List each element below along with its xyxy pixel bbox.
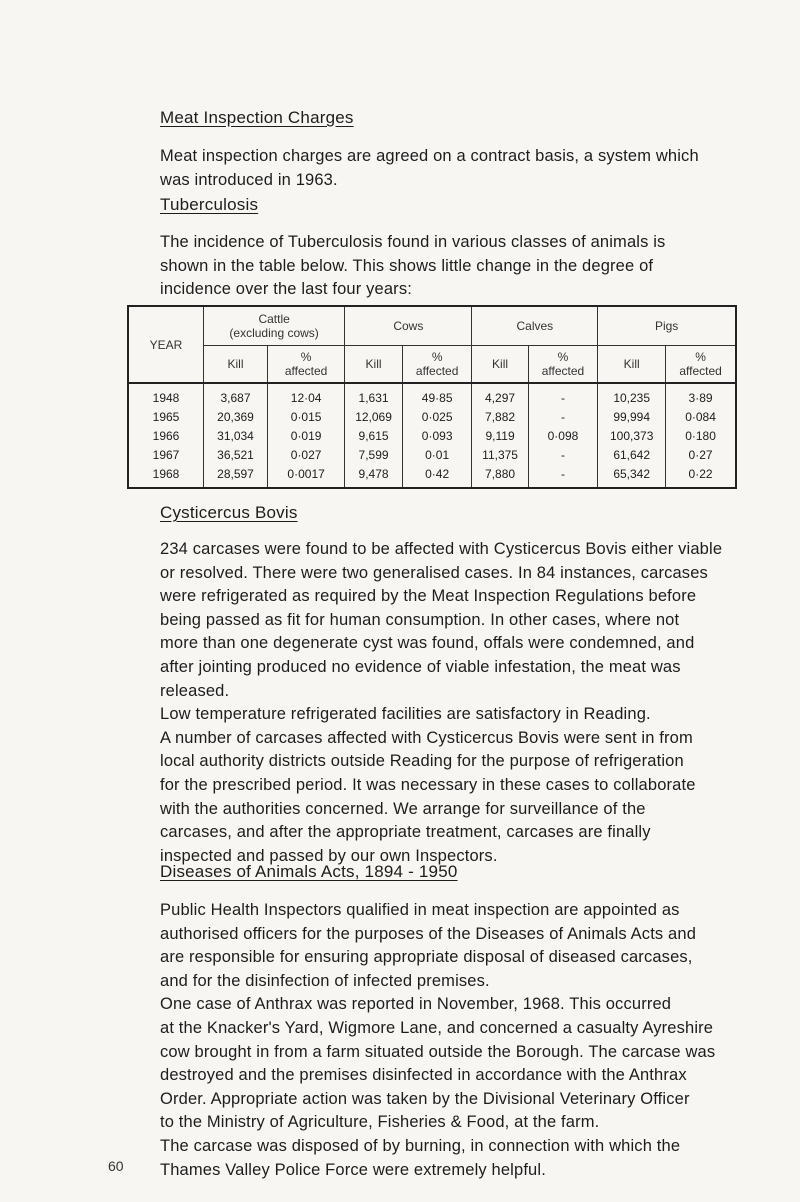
text-line: with the authorities concerned. We arrange for surveillance of the <box>160 799 646 818</box>
cell: 3·89 <box>666 383 736 407</box>
header-kill: Kill <box>345 346 403 384</box>
cell: 9,478 <box>345 464 403 488</box>
text-line: One case of Anthrax was reported in November, 1968. This occurred <box>160 995 672 1014</box>
text-line: released. <box>160 681 230 700</box>
text-line: were refrigerated as required by the Meat Inspection Regulations before <box>160 587 697 606</box>
cell: 1967 <box>128 445 204 464</box>
text-line: The incidence of Tuberculosis found in various classes of animals is <box>160 233 666 251</box>
paragraph-diseases <box>160 899 745 1182</box>
cell: 9,615 <box>345 426 403 445</box>
cell: 11,375 <box>472 445 528 464</box>
text-line: local authority districts outside Reading for the purpose of refrigeration <box>160 752 684 771</box>
cell: 0·27 <box>666 445 736 464</box>
paragraph-charges <box>160 145 745 192</box>
cell: 3,687 <box>204 383 268 407</box>
paragraph-cysticercus <box>160 538 745 868</box>
header-kill: Kill <box>472 346 528 384</box>
cell: 0·22 <box>666 464 736 488</box>
cell: 12,069 <box>345 407 403 426</box>
header-pct-affected <box>402 346 472 384</box>
header-cattle-line2: (excluding cows) <box>229 326 319 340</box>
header-pigs: Pigs <box>598 306 736 346</box>
cell: 0·025 <box>402 407 472 426</box>
header-cattle-line1: Cattle <box>258 312 290 326</box>
cell: 12·04 <box>268 383 345 407</box>
cell: 0·027 <box>268 445 345 464</box>
header-kill: Kill <box>598 346 666 384</box>
cell: 1948 <box>128 383 204 407</box>
header-kill: Kill <box>204 346 268 384</box>
pct-sign: % <box>431 350 443 364</box>
cell: - <box>528 383 598 407</box>
cell: 1965 <box>128 407 204 426</box>
cell: 1,631 <box>345 383 403 407</box>
cell: 61,642 <box>598 445 666 464</box>
header-cattle <box>204 306 345 346</box>
table-row <box>128 464 736 488</box>
cell: 65,342 <box>598 464 666 488</box>
cell: 0·093 <box>402 426 472 445</box>
header-pct-affected <box>666 346 736 384</box>
cell: 10,235 <box>598 383 666 407</box>
affected-label: affected <box>415 364 459 378</box>
cell: 0·098 <box>528 426 598 445</box>
text-line: Public Health Inspectors qualified in meat inspection are appointed as <box>160 901 680 919</box>
cell: 4,297 <box>472 383 528 407</box>
pct-sign: % <box>557 350 569 364</box>
cell: 100,373 <box>598 426 666 445</box>
cell: 36,521 <box>204 445 268 464</box>
cell: 28,597 <box>204 464 268 488</box>
pct-sign: % <box>695 350 706 364</box>
cell: 0·0017 <box>268 464 345 488</box>
tuberculosis-table <box>127 305 737 489</box>
header-pct-affected <box>528 346 598 384</box>
pct-sign: % <box>300 350 312 364</box>
cell: 1968 <box>128 464 204 488</box>
cell: 20,369 <box>204 407 268 426</box>
text-line: cow brought in from a farm situated outside the Borough. The carcase was <box>160 1042 716 1061</box>
table-row <box>128 407 736 426</box>
affected-label: affected <box>679 364 722 378</box>
text-line: carcases, and after the appropriate treatment, carcases are finally <box>160 823 651 842</box>
text-line: Order. Appropriate action was taken by the Divisional Veterinary Officer <box>160 1089 690 1108</box>
cell: 7,599 <box>345 445 403 464</box>
cell: 99,994 <box>598 407 666 426</box>
text-line: for the prescribed period. It was necessary in these cases to collaborate <box>160 775 696 794</box>
text-line: Low temperature refrigerated facilities are satisfactory in Reading. <box>160 705 651 724</box>
cell: 0·019 <box>268 426 345 445</box>
text-line: to the Ministry of Agriculture, Fisheries & Food, at the farm. <box>160 1113 600 1132</box>
text-line: inspected and passed by our own Inspectors. <box>160 846 498 865</box>
text-line: The carcase was disposed of by burning, in connection with which the <box>160 1136 681 1155</box>
text-line: shown in the table below. This shows little change in the degree of <box>160 256 654 275</box>
text-line: Thames Valley Police Force were extremely helpful. <box>160 1160 546 1179</box>
cell: - <box>528 407 598 426</box>
text-line: was introduced in 1963. <box>160 170 338 189</box>
text-line: destroyed and the premises disinfected in accordance with the Anthrax <box>160 1066 687 1085</box>
header-year: YEAR <box>128 306 204 383</box>
header-calves: Calves <box>472 306 598 346</box>
text-line: 234 carcases were found to be affected with Cysticercus Bovis either viable <box>160 540 723 558</box>
cell: 0·084 <box>666 407 736 426</box>
table-row <box>128 445 736 464</box>
heading-cysticercus-bovis: Cysticercus Bovis <box>160 503 298 522</box>
cell: 49·85 <box>402 383 472 407</box>
cell: 7,882 <box>472 407 528 426</box>
cell: 7,880 <box>472 464 528 488</box>
cell: 31,034 <box>204 426 268 445</box>
cell: - <box>528 445 598 464</box>
text-line: more than one degenerate cyst was found, offals were condemned, and <box>160 634 695 653</box>
affected-label: affected <box>284 364 328 378</box>
cell: 0·015 <box>268 407 345 426</box>
paragraph-tuberculosis <box>160 231 745 302</box>
cell: 0·42 <box>402 464 472 488</box>
text-line: authorised officers for the purposes of the Diseases of Animals Acts and <box>160 924 697 943</box>
text-line: are responsible for ensuring appropriate disposal of diseased carcases, <box>160 948 693 967</box>
table-row <box>128 383 736 407</box>
page-number: 60 <box>108 1158 124 1174</box>
text-line: A number of carcases affected with Cysticercus Bovis were sent in from <box>160 728 693 747</box>
heading-diseases-of-animals-acts: Diseases of Animals Acts, 1894 - 1950 <box>160 862 458 881</box>
cell: - <box>528 464 598 488</box>
cell: 0·180 <box>666 426 736 445</box>
text-line: being passed as fit for human consumption. In other cases, where not <box>160 610 680 629</box>
affected-label: affected <box>541 364 585 378</box>
text-line: after jointing produced no evidence of viable infestation, the meat was <box>160 657 681 676</box>
header-cows: Cows <box>345 306 472 346</box>
cell: 9,119 <box>472 426 528 445</box>
text-line: incidence over the last four years: <box>160 280 412 299</box>
heading-tuberculosis: Tuberculosis <box>160 195 259 214</box>
cell: 1966 <box>128 426 204 445</box>
text-line: Meat inspection charges are agreed on a contract basis, a system which <box>160 147 699 165</box>
cell: 0·01 <box>402 445 472 464</box>
table-row <box>128 426 736 445</box>
heading-meat-inspection-charges: Meat Inspection Charges <box>160 108 354 127</box>
header-pct-affected <box>268 346 345 384</box>
text-line: or resolved. There were two generalised cases. In 84 instances, carcases <box>160 563 708 582</box>
text-line: at the Knacker's Yard, Wigmore Lane, and concerned a casualty Ayreshire <box>160 1018 714 1037</box>
text-line: and for the disinfection of infected premises. <box>160 971 490 990</box>
